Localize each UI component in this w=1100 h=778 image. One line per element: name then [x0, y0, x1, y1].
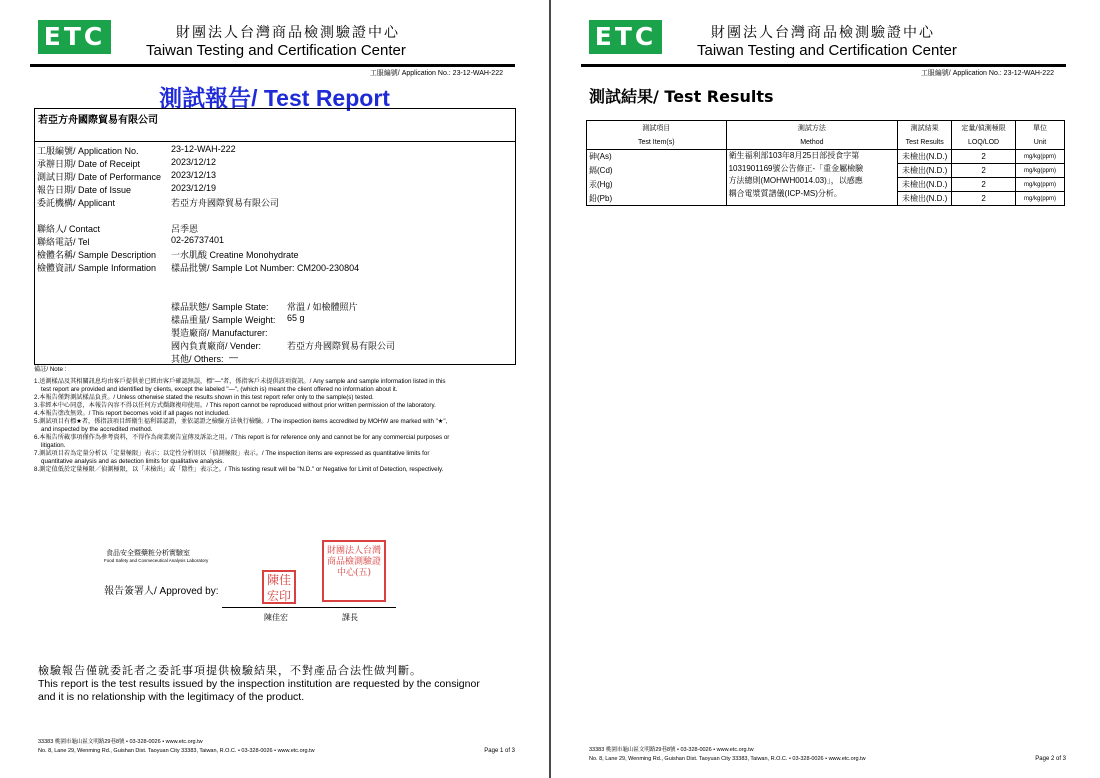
- note-line: test report are provided and identified by clients, except the labeled "—", (which is) meant the client offered no information about it.: [41, 386, 398, 393]
- approved-by-label: 報告簽署人/ Approved by:: [104, 586, 219, 597]
- test-unit: mg/kg(ppm): [1016, 164, 1065, 178]
- header-cell: 測試項目: [587, 121, 727, 136]
- sample-row: 國內負責廠商/ Vender: 若亞方舟國際貿易有限公司: [171, 341, 396, 351]
- note-line: 8.測定值低於定量極限／偵測極限，以「未檢出」或「陰性」表示之。/ This testing result will be "N.D." or Negative for Limit of Detection, respectively.: [34, 466, 444, 473]
- results-table: [586, 120, 1065, 206]
- header-cell: 測試方法: [726, 121, 898, 136]
- header-cell: 定量/偵測極限: [952, 121, 1016, 136]
- test-item: 汞(Hg): [587, 178, 727, 192]
- sample-row: 製造廠商/ Manufacturer:: [171, 328, 268, 338]
- etc-logo: ETC: [38, 20, 111, 54]
- method-cell: 衛生福利部103年8月25日部授食字第 1031901169號公告修正-「重金屬檢驗 方法總則(MOHWH0014.03)」，以感應 耦合電漿質譜儀(ICP-MS)分析。: [726, 150, 898, 206]
- test-limit: 2: [952, 178, 1016, 192]
- page-number: Page 1 of 3: [484, 748, 515, 754]
- org-name-zh: 財團法人台灣商品檢測驗證中心: [176, 25, 400, 41]
- sample-row: 樣品狀態/ Sample State: 常溫 / 如檢體照片: [171, 302, 358, 312]
- org-seal-stamp: 財團法人台灣商品檢測驗證中心(五): [322, 540, 386, 602]
- table-row: [587, 150, 1065, 164]
- lab-name-zh: 食品安全暨藥粧分析實驗室: [106, 549, 190, 557]
- table-header-row: [587, 121, 1065, 136]
- company-name: 若亞方舟國際貿易有限公司: [38, 115, 158, 126]
- lab-name-en: Food Safety and Cosmeceutical Analysis Laboratory: [104, 558, 209, 563]
- test-limit: 2: [952, 192, 1016, 206]
- test-result: 未檢出(N.D.): [898, 192, 952, 206]
- test-unit: mg/kg(ppm): [1016, 150, 1065, 164]
- test-item: 鎘(Cd): [587, 164, 727, 178]
- header-cell: LOQ/LOD: [952, 135, 1016, 150]
- signer-title: 課長: [342, 613, 358, 622]
- note-line: litigation.: [41, 442, 66, 449]
- header-cell: Method: [726, 135, 898, 150]
- table-header-row: [587, 135, 1065, 150]
- note-line: 4.本報告塗改無效。/ This report becomes void if all pages not included.: [34, 410, 230, 417]
- note-line: 6.本報告所載事項僅作為參考資料，不得作為商業廣告宣傳及訴訟之用。/ This report is for reference only and cannot be for any commercial purposes or: [34, 434, 450, 441]
- test-item: 砷(As): [587, 150, 727, 164]
- note-title: 備註/ Note :: [34, 366, 67, 373]
- page-number: Page 2 of 3: [1035, 756, 1066, 762]
- note-line: 5.測試項目有標★者，係指該項目經衛生福利部認證，並依認證之檢驗方法執行檢驗。/ The inspection items accredited by MOHW are marked with "★",: [34, 418, 448, 425]
- test-result: 未檢出(N.D.): [898, 178, 952, 192]
- test-limit: 2: [952, 164, 1016, 178]
- org-name-en: Taiwan Testing and Certification Center: [697, 42, 957, 59]
- etc-logo: ETC: [589, 20, 662, 54]
- application-number: 工服編號/ Application No.: 23-12-WAH-222: [369, 70, 503, 77]
- info-box: 若亞方舟國際貿易有限公司 工服編號/ Application No. 23-12-WAH-222 承辦日期/ Date of Receipt 2023/12/12 測試日期/ Date of Performance 2023/12/13 報告日期/ Date of Issue 2023/12/19 委託機構/ Applicant 若亞方舟國際貿易有限公司 聯絡人/ Contact 呂季恩 聯絡電話/ Tel 02-26737401 檢體名稱/ Sample Description 一水肌酸 Creatine Monohydrate 檢體資訊/ Sample Information 樣品批號/ Sample Lot Number: CM200-230804 樣品狀態/ Sample State: 常溫 / 如檢體照片 樣品重量/ Sample Weight: 65 g 製造廠商/ Manufacturer: 國內負責廠商/ Vender: 若亞方舟國際貿易有限公司 其他/ Others: —: [34, 108, 516, 365]
- signature-line: [222, 607, 396, 608]
- header-rule: [581, 64, 1066, 67]
- org-name-en: Taiwan Testing and Certification Center: [146, 42, 406, 59]
- sample-row: 其他/ Others: —: [171, 352, 238, 364]
- note-line: 1.送測樣品及其相關訊息均由客戶提供並已經由客戶確認無誤，標"—"者，係指客戶未提供該項資訊。/ Any sample and sample information listed in this: [34, 378, 446, 385]
- info-divider: [35, 141, 515, 142]
- header-cell: 測試結果: [898, 121, 952, 136]
- test-unit: mg/kg(ppm): [1016, 192, 1065, 206]
- disclaimer-zh: 檢驗報告僅就委託者之委託事項提供檢驗結果，不對產品合法性做判斷。: [38, 664, 422, 677]
- test-item: 鉛(Pb): [587, 192, 727, 206]
- footer-address: 33383 桃園市龜山區文明路29巷8號 • 03-328-0026 • www.etc.org.tw No. 8, Lane 29, Wenming Rd., Guishan Dist. Taoyuan City 33383, Taiwan, R.O.C. • 03-328-0026 • www.etc.org.tw: [38, 739, 315, 754]
- results-title: 測試結果/ Test Results: [589, 87, 774, 106]
- note-line: 3.非經本中心同意，本報告內容不得以任何方式擷錄複印使用。/ This report cannot be reproduced without prior written permission of the laboratory.: [34, 402, 436, 409]
- header-cell: Test Item(s): [587, 135, 727, 150]
- note-line: and inspected by the accredited method.: [41, 426, 153, 433]
- report-page-2: [551, 0, 1100, 778]
- org-name-zh: 財團法人台灣商品檢測驗證中心: [711, 25, 935, 41]
- page-title: 測試報告/ Test Report: [159, 85, 390, 111]
- application-number: 工服編號/ Application No.: 23-12-WAH-222: [920, 70, 1054, 77]
- test-result: 未檢出(N.D.): [898, 150, 952, 164]
- note-line: 2.本報告僅對測試樣品負責。/ Unless otherwise stated the results shown in this test report refer only to the sample(s) tested.: [34, 394, 374, 401]
- notes-section: [34, 366, 516, 474]
- footer-address: 33383 桃園市龜山區文明路29巷8號 • 03-328-0026 • www.etc.org.tw No. 8, Lane 29, Wenming Rd., Guishan Dist. Taoyuan City 33383, Taiwan, R.O.C. • 03-328-0026 • www.etc.org.tw: [589, 747, 866, 762]
- note-line: quantitative analysis and as detection limits for qualitative analysis.: [41, 458, 224, 465]
- signer-seal-stamp: 陳佳宏印: [262, 570, 296, 604]
- sample-row: 樣品重量/ Sample Weight: 65 g: [171, 313, 305, 325]
- disclaimer-en: This report is the test results issued by the inspection institution are requested by the consignor and it is no relationship with the legitimacy of the product.: [38, 678, 480, 703]
- test-limit: 2: [952, 150, 1016, 164]
- header-cell: 單位: [1016, 121, 1065, 136]
- header-cell: Test Results: [898, 135, 952, 150]
- signer-name: 陳佳宏: [264, 613, 288, 622]
- header-rule: [30, 64, 515, 67]
- test-unit: mg/kg(ppm): [1016, 178, 1065, 192]
- test-result: 未檢出(N.D.): [898, 164, 952, 178]
- header-cell: Unit: [1016, 135, 1065, 150]
- note-line: 7.測試項目若為定量分析以「定量極限」表示；以定性分析則以「偵測極限」表示。/ The inspection items are expressed as quantitative limits for: [34, 450, 430, 457]
- report-page-1: [0, 0, 549, 778]
